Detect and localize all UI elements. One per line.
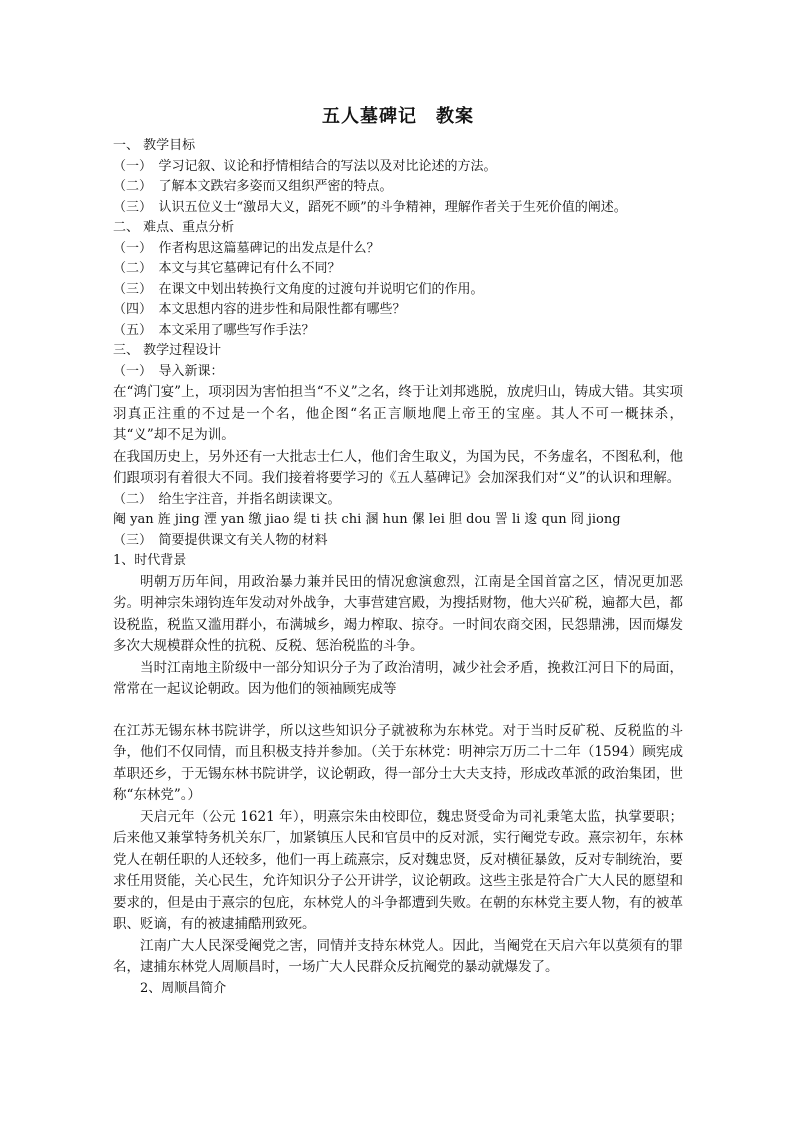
difficulty-item-2: （二） 本文与其它墓碑记有什么不同？: [113, 261, 341, 276]
difficulty-item-3: （三） 在课文中划出转换行文角度的过渡句并说明它们的作用。: [113, 281, 484, 297]
goal-item-3: （三） 认识五位义士“激昂大义，蹈死不顾”的斗争精神，理解作者关于生死价值的阐述。: [113, 199, 627, 215]
section-heading-process: 三、 教学过程设计: [113, 343, 222, 358]
pinyin-list: 阉 yan 旌 jing 湮 yan 缴 jiao 缇 ti 扶 chi 溷 hun 傫 lei 胆 dou 詈 li 逡 qun 冏 jiong: [113, 512, 621, 527]
background-paragraph-3: 在江苏无锡东林书院讲学，所以这些知识分子就被称为东林党。对于当时反矿税、反税监的斗争，他们不仅同情，而且积极支持并参加。（关于东林党：明神宗万历二十二年（1594）顾宪成革职还乡，于无锡东林书院讲学，议论朝政，得一部分士大夫支持，形成改革派的政治集团，世称“东林党”。）: [113, 722, 683, 803]
background-paragraph-4: 天启元年（公元 1621 年），明熹宗朱由校即位，魏忠贤受命为司礼秉笔太监，执掌要职；后来他又兼掌特务机关东厂，加紧镇压人民和官员中的反对派，实行阉党专政。熹宗初年，东林党人在朝任职的人还较多，他们一再上疏熹宗，反对魏忠贤，反对横征暴敛，反对专制统治，要求任用贤能，关心民生，允许知识分子公开讲学，议论朝政。这些主张是符合广大人民的愿望和要求的，但是由于熹宗的包庇，东林党人的斗争都遭到失败。在朝的东林党主要人物，有的被革职、贬谪，有的被逮捕酷刑致死。: [113, 808, 683, 932]
intro-paragraph-2: 在我国历史上，另外还有一大批志士仁人，他们舍生取义，为国为民，不务虚名，不图私利，他们跟项羽有着很大不同。我们接着将要学习的《五人墓碑记》会加深我们对“义”的认识和理解。: [113, 448, 683, 486]
background-paragraph-2: 当时江南地主阶级中一部分知识分子为了政治清明，减少社会矛盾，挽救江河日下的局面，常常在一起议论朝政。因为他们的领袖顾宪成等: [113, 659, 683, 697]
section-heading-difficulties: 二、 难点、重点分析: [113, 220, 235, 235]
process-step-pronunciation: （二） 给生字注音，并指名朗读课文。: [113, 491, 341, 507]
background-paragraph-5: 江南广大人民深受阉党之害，同情并支持东林党人。因此，当阉党在天启六年以莫须有的罪名，逮捕东林党人周顺昌时，一场广大人民群众反抗阉党的暴动就爆发了。: [113, 937, 683, 975]
background-heading: 1、时代背景: [113, 553, 187, 568]
zhou-shunchang-heading: 2、周顺昌简介: [140, 980, 227, 996]
paragraph-gap: [113, 701, 683, 721]
goal-item-2: （二） 了解本文跌宕多姿而又组织严密的特点。: [113, 179, 393, 194]
document-page: [113, 104, 683, 999]
difficulty-item-4: （四） 本文思想内容的进步性和局限性都有哪些？: [113, 302, 406, 317]
document-title: 五人墓碑记 教案: [322, 106, 474, 127]
difficulty-item-5: （五） 本文采用了哪些写作手法？: [113, 322, 315, 338]
process-step-materials: （三） 简要提供课文有关人物的材料: [113, 532, 328, 548]
section-heading-goals: 一、 教学目标: [113, 138, 196, 153]
intro-paragraph-1: 在“鸿门宴”上，项羽因为害怕担当“不义”之名，终于让刘邦逃脱，放虎归山，铸成大错。其实项羽真正注重的不过是一个名，他企图“名正言顺地爬上帝王的宝座。其人不可一概抹杀，其“义”却不足为训。: [113, 384, 683, 443]
process-step-intro: （一） 导入新课：: [113, 363, 224, 379]
difficulty-item-1: （一） 作者构思这篇墓碑记的出发点是什么？: [113, 240, 380, 256]
goal-item-1: （一） 学习记叙、议论和抒情相结合的写法以及对比论述的方法。: [113, 158, 497, 174]
background-paragraph-1: 明朝万历年间，用政治暴力兼并民田的情况愈演愈烈，江南是全国首富之区，情况更加恶劣。明神宗朱翊钧连年发动对外战争，大事营建宫殿，为搜括财物，他大兴矿税，遍都大邑，都设税监，税监又滥用群小，布满城乡，竭力榨取、掠夺。一时间农商交困，民怨鼎沸，因而爆发多次大规模群众性的抗税、反税、惩治税监的斗争。: [113, 573, 683, 654]
